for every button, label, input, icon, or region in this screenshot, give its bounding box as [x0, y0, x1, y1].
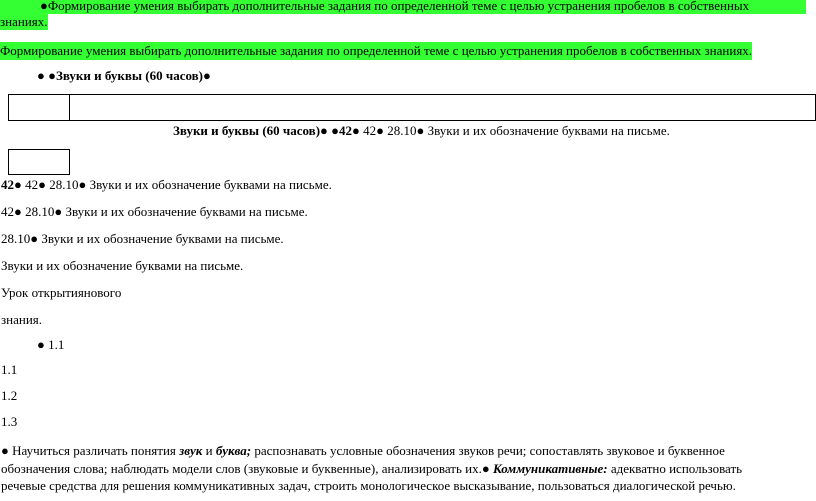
- heading-text-2: Формирование умения выбирать дополнительные задания по определенной теме с целью устранения пробелов в собственных знаниях.: [0, 43, 753, 58]
- bullet-icon: ●: [481, 461, 490, 476]
- heading-text-1: Формирование умения выбирать дополнительные задания по определенной теме с целью устранения пробелов в собственных: [47, 0, 750, 13]
- bullet-icon: ●: [331, 123, 339, 138]
- table-cell-left: [8, 94, 70, 121]
- goals-line-2: [1, 461, 742, 477]
- repeat-text: Звуки и их обозначение буквами на письме.: [1, 258, 244, 273]
- goals-line-3: речевые средства для решения коммуникативных задач, строить монологическое высказывание, пользоваться диалогической речью.: [1, 478, 736, 493]
- heading-line-1-end: [0, 14, 48, 30]
- number-item: 1.2: [1, 388, 18, 403]
- repeat-num: 42: [25, 177, 39, 192]
- repeat-line-3: [1, 231, 284, 247]
- repeat-line-2: [1, 204, 308, 220]
- goals-text: и: [202, 443, 216, 458]
- goals-text: распознавать условные обозначения звуков речи; сопоставлять звуковое и буквенное: [251, 443, 725, 458]
- heading-line-1: [0, 0, 806, 14]
- repeat-line-4: [1, 258, 243, 274]
- heading-line-2: [0, 42, 752, 60]
- repeat-date: 28.10: [25, 204, 55, 219]
- repeat-text: Звуки и их обозначение буквами на письме.: [89, 177, 332, 192]
- table-lesson: Звуки и их обозначение буквами на письме.: [427, 123, 670, 138]
- bullet-icon: ●: [37, 68, 45, 83]
- heading-text-1-end: знаниях.: [0, 14, 48, 29]
- bullet-icon: ●: [416, 123, 425, 138]
- bullet-number: [37, 337, 64, 353]
- lesson-type-line-1: Урок открытиянового: [1, 285, 122, 300]
- bullet-icon: ●: [14, 204, 22, 219]
- table-topic-title: Звуки и буквы (60 часов): [173, 123, 321, 138]
- lesson-type-line-2: знания.: [1, 312, 43, 327]
- bullet-icon: ●: [352, 123, 360, 138]
- bullet-icon: ●: [48, 68, 56, 83]
- term-bukva: буква;: [215, 443, 252, 458]
- bullet-icon: ●: [40, 0, 48, 13]
- table-frame: [8, 94, 816, 121]
- repeat-num: 42: [1, 204, 14, 219]
- number-item: 1.1: [1, 362, 18, 377]
- repeat-date: 28.10: [1, 231, 31, 246]
- bullet-icon: ●: [78, 177, 87, 192]
- topic-heading: [37, 68, 211, 84]
- table-num-bold: 42: [339, 123, 352, 138]
- bullet-icon: ●: [38, 177, 46, 192]
- bullet-icon: ●: [30, 231, 39, 246]
- small-box: [8, 149, 70, 175]
- repeat-line-1: [1, 177, 332, 193]
- repeat-text: Звуки и их обозначение буквами на письме.: [41, 231, 284, 246]
- bullet-icon: ●: [54, 204, 63, 219]
- repeat-num-bold: 42: [1, 177, 14, 192]
- bullet-icon: ●: [203, 68, 211, 83]
- bullet-icon: ●: [37, 337, 45, 352]
- goals-text: адекватно использовать: [607, 461, 743, 476]
- table-num: 42: [363, 123, 377, 138]
- communicative-label: Коммуникативные:: [492, 461, 608, 476]
- topic-title: Звуки и буквы (60 часов): [55, 68, 203, 83]
- bullet-icon: ●: [1, 443, 9, 458]
- repeat-date: 28.10: [49, 177, 79, 192]
- bullet-icon: ●: [376, 123, 384, 138]
- bullet-icon: ●: [320, 123, 328, 138]
- bullet-icon: ●: [14, 177, 22, 192]
- bullet-number-text: 1.1: [48, 337, 65, 352]
- term-zvuk: звук: [179, 443, 203, 458]
- table-date: 28.10: [387, 123, 417, 138]
- table-row-text: [173, 123, 670, 139]
- repeat-text: Звуки и их обозначение буквами на письме.: [65, 204, 308, 219]
- goals-text: обозначения слова; наблюдать модели слов (звуковые и буквенные), анализировать их.: [1, 461, 482, 476]
- goals-text: Научиться различать понятия: [12, 443, 180, 458]
- goals-line-1: [1, 443, 725, 459]
- number-item: 1.3: [1, 414, 18, 429]
